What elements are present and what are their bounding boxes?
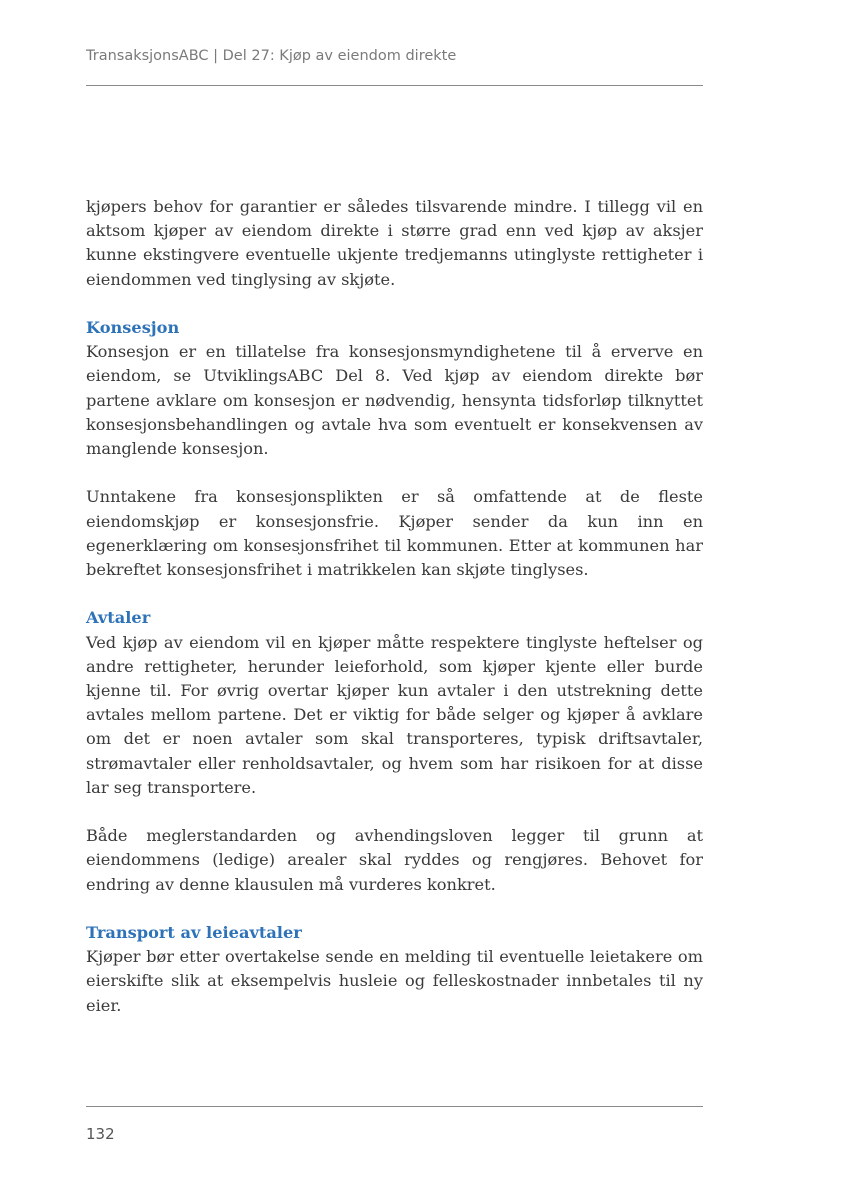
paragraph: Konsesjon er en tillatelse fra konsesjonsmyndighetene til å erverve en eiendom, se UtviklingsABC Del 8. Ved kjøp av eiendom direkte bør partene avklare om konsesjon er nødvendig, hensynta tidsforløp tilknyttet konsesjonsbehandlingen og avtale hva som eventuelt er konsekvensen av manglende konsesjon.: [86, 342, 703, 459]
paragraph: Unntakene fra konsesjonsplikten er så omfattende at de fleste eiendomskjøp er konsesjonsfrie. Kjøper sender da kun inn en egenerklæring om konsesjonsfrihet til kommunen. Etter at kommunen har bekreftet konsesjonsfrihet i matrikkelen kan skjøte tinglyses.: [86, 487, 703, 580]
running-header: TransaksjonsABC | Del 27: Kjøp av eiendom direkte: [86, 48, 457, 64]
paragraph: Ved kjøp av eiendom vil en kjøper måtte respektere tinglyste heftelser og andre rettigheter, herunder leieforhold, som kjøper kjente eller burde kjenne til. For øvrig overtar kjøper kun avtaler i den utstrekning dette avtales mellom partene. Det er viktig for både selger og kjøper å avklare om det er noen avtaler som skal transporteres, typisk driftsavtaler, strømavtaler eller renholdsavtaler, og hvem som har risikoen for at disse lar seg transportere.: [86, 632, 703, 797]
section-heading-konsesjon: Konsesjon: [86, 318, 180, 337]
page-number: 132: [86, 1125, 115, 1143]
intro-paragraph: kjøpers behov for garantier er således tilsvarende mindre. I tillegg vil en aktsom kjøper av eiendom direkte i større grad enn ved kjøp av aksjer kunne ekstingvere eventuelle ukjente tredjemanns utinglyste rettigheter i eiendommen ved tinglysing av skjøte.: [86, 197, 703, 289]
page-body: [86, 195, 703, 1042]
header-divider: [86, 85, 703, 86]
section-heading-transport: Transport av leieavtaler: [86, 923, 302, 943]
section-heading-avtaler: Avtaler: [86, 608, 151, 628]
footer-divider: [86, 1106, 703, 1107]
paragraph: Både meglerstandarden og avhendingsloven legger til grunn at eiendommens (ledige) arealer skal ryddes og rengjøres. Behovet for endring av denne klausulen må vurderes konkret.: [86, 826, 703, 894]
paragraph: Kjøper bør etter overtakelse sende en melding til eventuelle leietakere om eierskifte slik at eksempelvis husleie og felleskostnader innbetales til ny eier.: [86, 947, 703, 1015]
